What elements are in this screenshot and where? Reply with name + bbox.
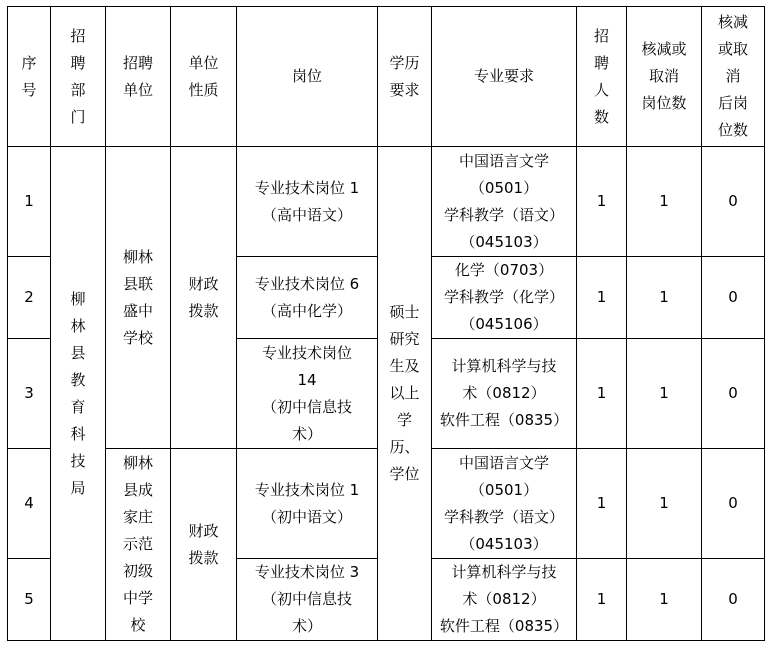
seq-cell: 5 — [8, 559, 51, 641]
count-cell: 1 — [577, 339, 627, 449]
position-cell: 专业技术岗位 3 （初中信息技 术） — [237, 559, 378, 641]
reduced-cell: 1 — [627, 339, 702, 449]
major-cell: 化学（0703） 学科教学（化学） （045106） — [432, 257, 577, 339]
seq-cell: 3 — [8, 339, 51, 449]
position-cell: 专业技术岗位 6 （高中化学） — [237, 257, 378, 339]
position-cell: 专业技术岗位 1 （初中语文） — [237, 449, 378, 559]
reduced-cell: 1 — [627, 257, 702, 339]
unit-cell: 柳林 县成 家庄 示范 初级 中学 校 — [106, 449, 171, 641]
edu-cell: 硕士 研究 生及 以上 学 历、 学位 — [378, 147, 432, 641]
header-position: 岗位 — [237, 7, 378, 147]
dept-cell: 柳 林 县 教 育 科 技 局 — [51, 147, 106, 641]
seq-cell: 1 — [8, 147, 51, 257]
remaining-cell: 0 — [702, 449, 765, 559]
header-count: 招 聘 人 数 — [577, 7, 627, 147]
count-cell: 1 — [577, 559, 627, 641]
table-row — [8, 147, 765, 257]
remaining-cell: 0 — [702, 559, 765, 641]
header-major: 专业要求 — [432, 7, 577, 147]
header-reduced: 核减或 取消 岗位数 — [627, 7, 702, 147]
major-cell: 中国语言文学 （0501） 学科教学（语文） （045103） — [432, 147, 577, 257]
reduced-cell: 1 — [627, 559, 702, 641]
major-cell: 中国语言文学 （0501） 学科教学（语文） （045103） — [432, 449, 577, 559]
remaining-cell: 0 — [702, 257, 765, 339]
major-cell: 计算机科学与技 术（0812） 软件工程（0835） — [432, 339, 577, 449]
major-cell: 计算机科学与技 术（0812） 软件工程（0835） — [432, 559, 577, 641]
seq-cell: 2 — [8, 257, 51, 339]
reduced-cell: 1 — [627, 449, 702, 559]
position-cell: 专业技术岗位 1 （高中语文） — [237, 147, 378, 257]
remaining-cell: 0 — [702, 339, 765, 449]
recruitment-table — [7, 6, 765, 641]
count-cell: 1 — [577, 449, 627, 559]
header-row — [8, 7, 765, 147]
nature-cell: 财政 拨款 — [171, 147, 237, 449]
nature-cell: 财政 拨款 — [171, 449, 237, 641]
reduced-cell: 1 — [627, 147, 702, 257]
seq-cell: 4 — [8, 449, 51, 559]
remaining-cell: 0 — [702, 147, 765, 257]
header-remaining: 核减 或取 消 后岗 位数 — [702, 7, 765, 147]
unit-cell: 柳林 县联 盛中 学校 — [106, 147, 171, 449]
count-cell: 1 — [577, 257, 627, 339]
header-dept: 招 聘 部 门 — [51, 7, 106, 147]
header-nature: 单位 性质 — [171, 7, 237, 147]
header-edu: 学历 要求 — [378, 7, 432, 147]
position-cell: 专业技术岗位 14 （初中信息技 术） — [237, 339, 378, 449]
header-seq: 序 号 — [8, 7, 51, 147]
header-unit: 招聘 单位 — [106, 7, 171, 147]
count-cell: 1 — [577, 147, 627, 257]
